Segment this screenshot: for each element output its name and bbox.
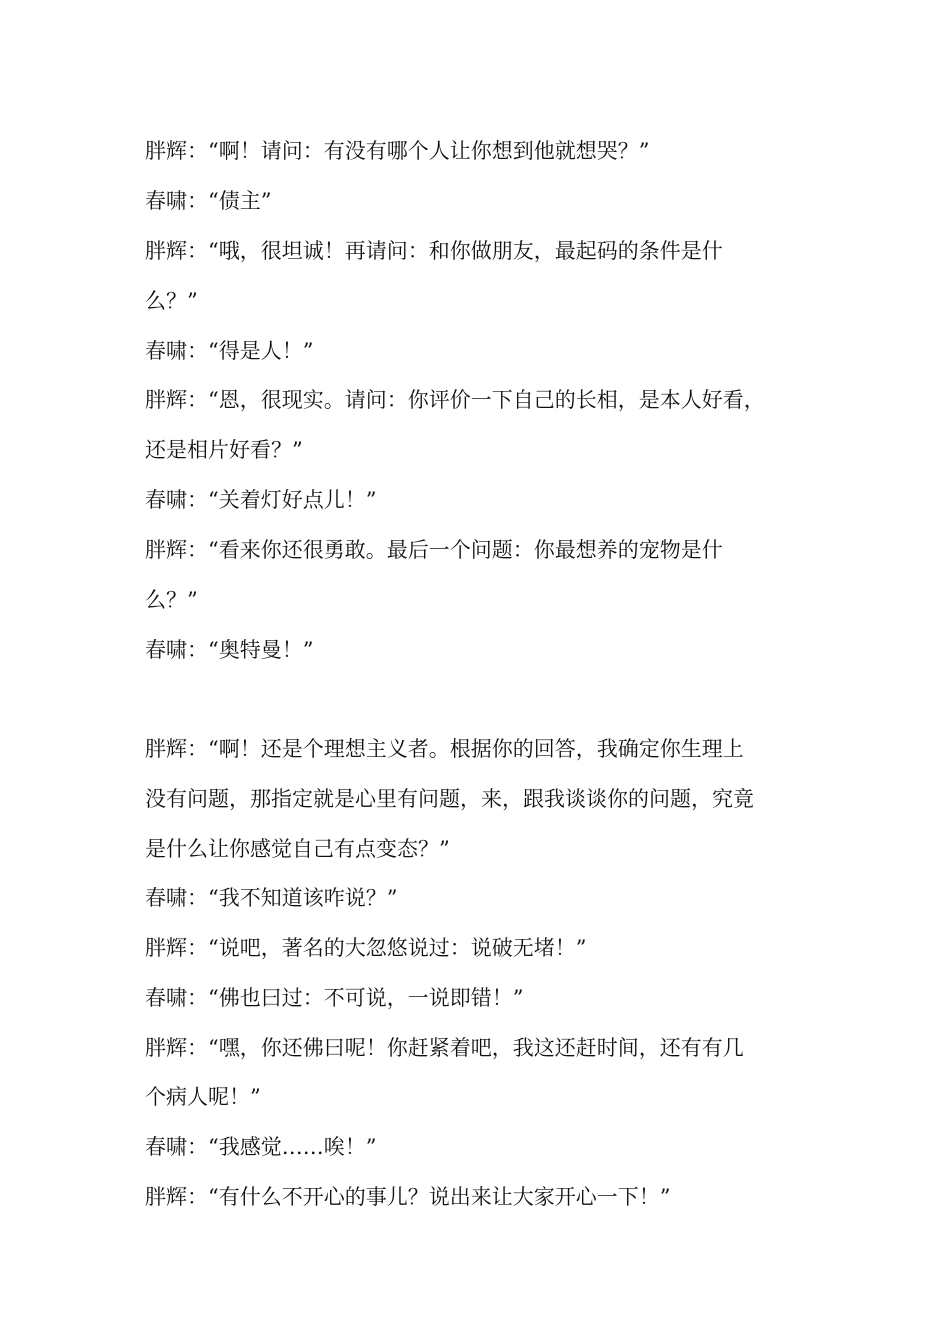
dialogue-line: 胖辉：“啊！还是个理想主义者。根据你的回答，我确定你生理上: [145, 737, 744, 761]
dialogue-line: 么？”: [145, 588, 198, 612]
dialogue-line: 个病人呢！”: [145, 1085, 261, 1109]
dialogue-line: 么？”: [145, 289, 198, 313]
dialogue-line: 春啸：“我感觉……唉！”: [145, 1135, 377, 1159]
dialogue-line: 胖辉：“嘿，你还佛曰呢！你赶紧着吧，我这还赶时间，还有有几: [145, 1036, 744, 1060]
dialogue-line: 春啸：“得是人！”: [145, 339, 314, 363]
dialogue-line: 春啸：“关着灯好点儿！”: [145, 488, 377, 512]
dialogue-line: 胖辉：“啊！请问：有没有哪个人让你想到他就想哭？”: [145, 139, 650, 163]
dialogue-line: 春啸：“债主”: [145, 189, 272, 213]
dialogue-line: 胖辉：“恩，很现实。请问：你评价一下自己的长相，是本人好看，: [145, 388, 765, 412]
dialogue-line: 胖辉：“看来你还很勇敢。最后一个问题：你最想养的宠物是什: [145, 538, 723, 562]
dialogue-line: 胖辉：“说吧，著名的大忽悠说过：说破无堵！”: [145, 936, 587, 960]
dialogue-line: 春啸：“佛也曰过：不可说，一说即错！”: [145, 986, 524, 1010]
dialogue-line: 还是相片好看？”: [145, 438, 303, 462]
dialogue-line: 胖辉：“哦，很坦诚！再请问：和你做朋友，最起码的条件是什: [145, 239, 723, 263]
dialogue-line: 没有问题，那指定就是心里有问题，来，跟我谈谈你的问题，究竟: [145, 787, 754, 811]
dialogue-line: 春啸：“我不知道该咋说？”: [145, 886, 398, 910]
dialogue-line: 胖辉：“有什么不开心的事儿？说出来让大家开心一下！”: [145, 1185, 671, 1209]
dialogue-line: 春啸：“奥特曼！”: [145, 638, 314, 662]
dialogue-line: 是什么让你感觉自己有点变态？”: [145, 837, 450, 861]
